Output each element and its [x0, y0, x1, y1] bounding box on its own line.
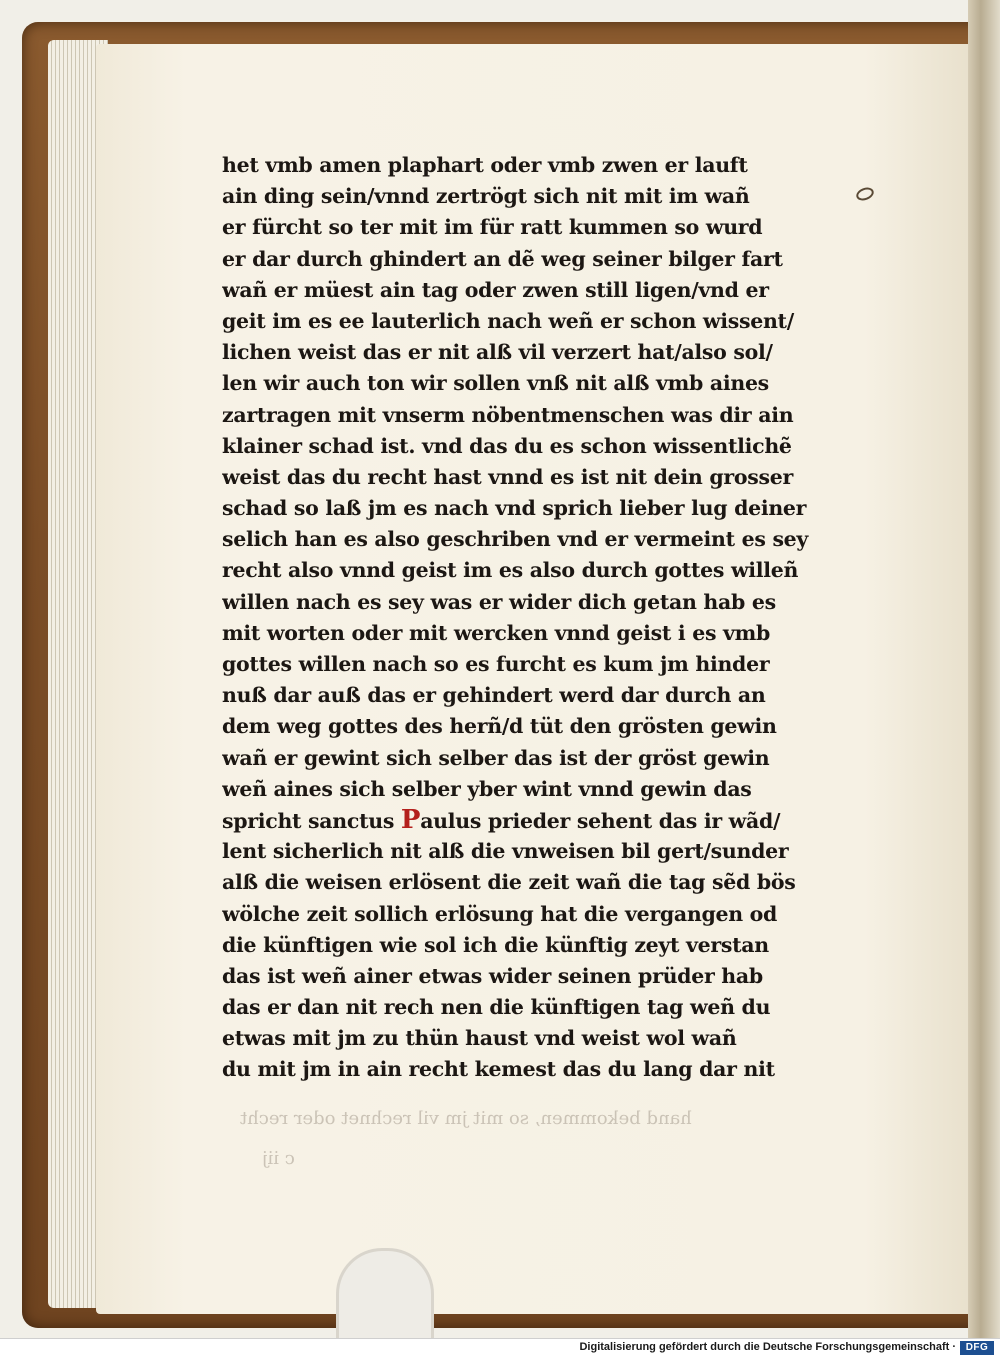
credit-footer: [0, 1338, 1000, 1358]
text-line: selich han es also geschriben vnd er vermeint es sey: [222, 527, 809, 552]
text-line: etwas mit jm zu thün haust vnd weist wol wañ: [222, 1026, 737, 1051]
text-line: lichen weist das er nit alß vil verzert hat/also sol/: [222, 340, 773, 365]
text-line: [222, 805, 872, 836]
text-line: schad so laß jm es nach vnd sprich lieber lug deiner: [222, 496, 807, 521]
text-line: recht also vnnd geist im es also durch gottes willeñ: [222, 558, 799, 583]
text-line: er fürcht so ter mit im für ratt kummen so wurd: [222, 215, 763, 240]
text-line: klainer schad ist. vnd das du es schon wissentlichẽ: [222, 433, 792, 458]
text-line: alß die weisen erlösent die zeit wañ die tag sẽd bös: [222, 870, 796, 895]
text-line: wölche zeit sollich erlösung hat die vergangen od: [222, 901, 778, 926]
binding-gutter: [968, 0, 1000, 1338]
show-through-text: hand bekommen, so mit jm vil rechnet oder recht: [240, 1108, 692, 1129]
text-line: du mit jm in ain recht kemest das du lang dar nit: [222, 1057, 775, 1082]
line-text-before: spricht sanctus: [222, 808, 401, 833]
dfg-logo: DFG: [960, 1341, 994, 1355]
text-line: mit worten oder mit wercken vnnd geist i es vmb: [222, 620, 771, 645]
text-line: das ist weñ ainer etwas wider seinen prüder hab: [222, 963, 763, 988]
text-line: het vmb amen plaphart oder vmb zwen er lauft: [222, 153, 748, 177]
rubricated-initial: P: [400, 804, 421, 835]
text-line: dem weg gottes des herñ/d tüt den grösten gewin: [222, 714, 777, 739]
text-line: gottes willen nach so es furcht es kum jm hinder: [222, 652, 770, 676]
funding-credit: Digitalisierung gefördert durch die Deutsche Forschungsgemeinschaft ·: [579, 1341, 956, 1353]
page-text: [222, 150, 872, 1086]
text-line: nuß dar auß das er gehindert werd dar durch an: [222, 683, 766, 708]
text-line: wañ er müest ain tag oder zwen still ligen/vnd er: [222, 277, 769, 302]
text-line: weñ aines sich selber yber wint vnnd gewin das: [222, 776, 752, 801]
text-line: geit im es ee lauterlich nach weñ er schon wissent/: [222, 308, 794, 333]
text-line: er dar durch ghindert an dẽ weg seiner bilger fart: [222, 246, 783, 271]
text-line: len wir auch ton wir sollen vnß nit alß vmb aines: [222, 371, 769, 396]
text-line: weist das du recht hast vnnd es ist nit dein grosser: [222, 464, 793, 489]
scanner-thumb-tab: [336, 1248, 434, 1338]
text-line: die künftigen wie sol ich die künftig zeyt verstan: [222, 932, 769, 957]
text-line: das er dan nit rech nen die künftigen tag weñ du: [222, 995, 771, 1020]
line-text-after: aulus prieder sehent das ir wãd/: [420, 808, 781, 833]
text-line: wañ er gewint sich selber das ist der gröst gewin: [222, 745, 770, 770]
text-line: zartragen mit vnserm nöbentmenschen was dir ain: [222, 402, 794, 427]
text-line: willen nach es sey was er wider dich getan hab es: [222, 589, 776, 614]
show-through-signature: c iij: [262, 1148, 295, 1169]
text-line: ain ding sein/vnnd zertrögt sich nit mit im wañ: [222, 184, 750, 209]
text-line: lent sicherlich nit alß die vnweisen bil gert/sunder: [222, 839, 789, 864]
